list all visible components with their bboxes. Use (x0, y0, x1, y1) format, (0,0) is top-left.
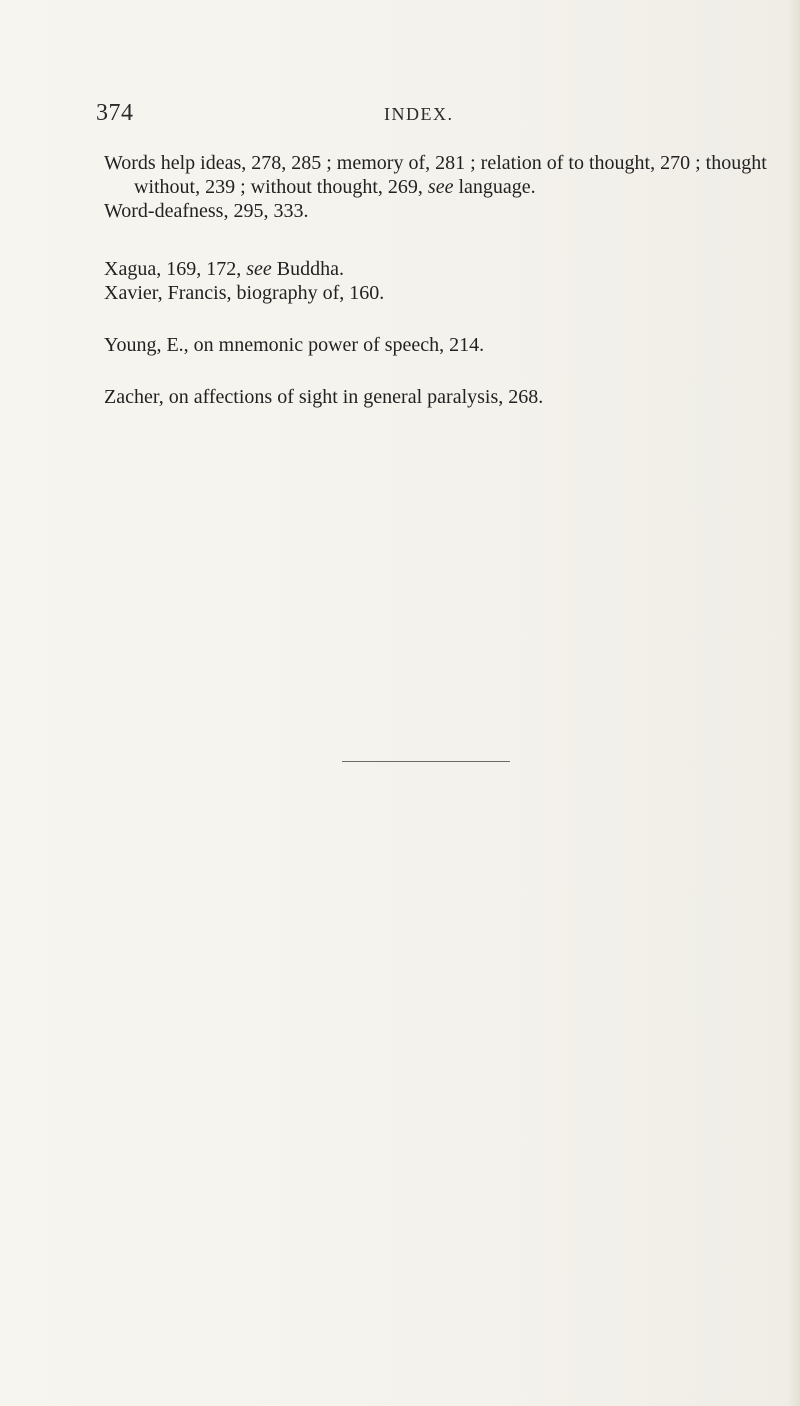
index-entry-xavier: Xavier, Francis, biography of, 160. (104, 282, 385, 304)
letter-spacer (104, 223, 794, 257)
closing-rule (342, 761, 510, 762)
index-entries (104, 151, 794, 409)
index-entry-zacher: Zacher, on affections of sight in general paralysis, 268. (104, 386, 544, 408)
entry-text: Buddha. (271, 258, 344, 280)
index-entry-young: Young, E., on mnemonic power of speech, 214. (104, 334, 485, 356)
entry-text: Words help ideas, 278, 285 ; memory of, 281 ; relation of to thought, 270 ; thought without, 239 ; without thought, 269, (104, 152, 772, 198)
entry-text: language. (453, 176, 536, 198)
index-entry-word-deafness: Word-deafness, 295, 333. (104, 200, 309, 222)
letter-spacer (104, 357, 794, 385)
page-edge-shadow (788, 0, 800, 1406)
entry-text: Xagua, 169, 172, (104, 258, 247, 280)
letter-spacer (104, 305, 794, 333)
index-entry-words (104, 151, 794, 199)
see-reference: see (246, 258, 272, 280)
page-header (96, 100, 656, 130)
see-reference: see (427, 176, 454, 198)
running-head: INDEX. (384, 104, 454, 124)
page-number: 374 (96, 100, 134, 126)
index-entry-xagua (104, 257, 794, 281)
